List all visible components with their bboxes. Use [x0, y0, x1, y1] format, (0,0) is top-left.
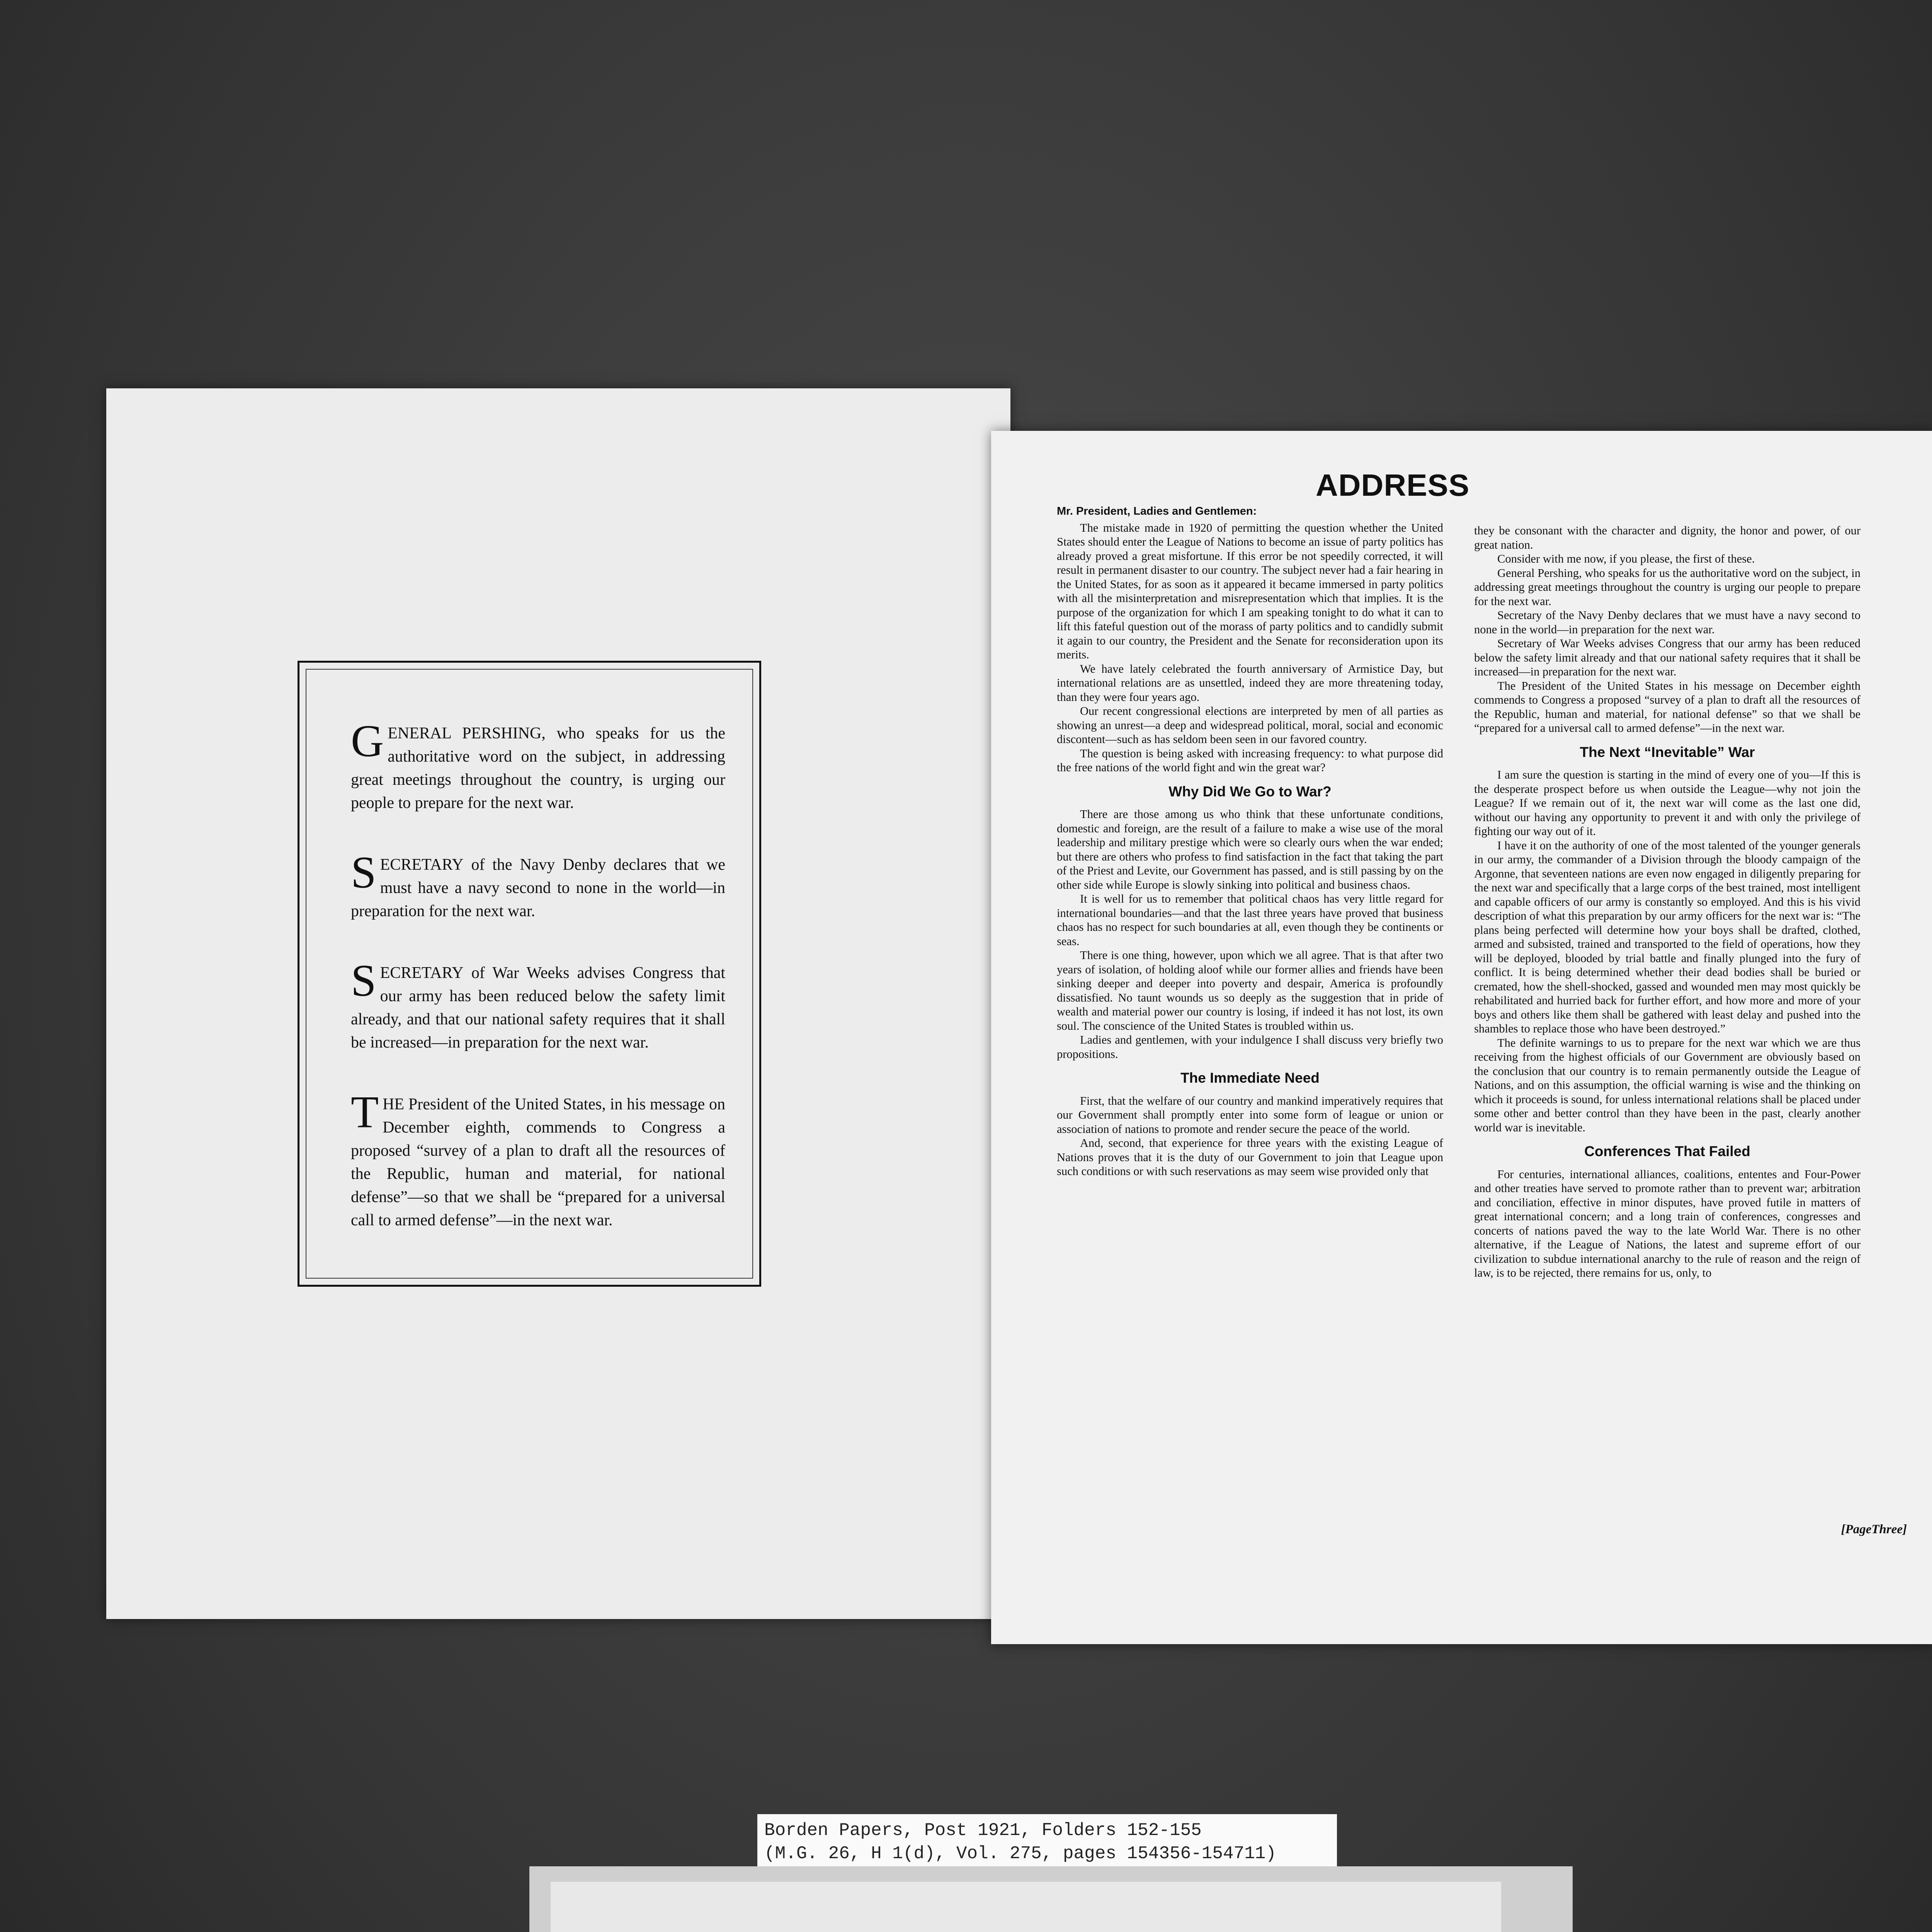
lead-in: ECRETARY	[380, 964, 464, 982]
page-number: [PageThree]	[1841, 1522, 1907, 1536]
paragraph: Secretary of War Weeks advises Congress that our army has been reduced below the safety limit already and that our national safety requires that it shall be increased—in preparation for the next war.	[1474, 637, 1861, 678]
section-heading: Why Did We Go to War?	[1168, 783, 1332, 799]
paragraph: There are those among us who think that these unfortunate conditions, domestic and foreign, are the result of a failure to make a wise use of the moral leadership and military prestige which were so clearly ours when the war ended; but there are others who profess to find satisfaction in the fact that taking the part of the Priest and Levite, our Government has passed, and is still passing by on the other side while Europe is slowly sinking into political and business chaos.	[1057, 808, 1443, 891]
lead-in: ENERAL PERSHING,	[388, 724, 546, 742]
text-column-right	[1474, 524, 1861, 1280]
paragraph: There is one thing, however, upon which we all agree. That is that after two years of isolation, of holding aloof while our former allies and friends have been sinking deeper and deeper into poverty and despair, America is profoundly dissatisfied. No taunt wounds us so deeply as the suggestion that in pride of wealth and material power our country is losing, if indeed it has not lost, its own soul. The conscience of the United States is troubled within us.	[1057, 949, 1443, 1032]
drop-cap: S	[351, 955, 376, 1006]
paragraph-text: of the Navy Denby declares that we must have a navy second to none in the world—in preparation for the next war.	[351, 856, 725, 920]
paragraph: Secretary of the Navy Denby declares that we must have a navy second to none in the world—in preparation for the next war.	[1474, 609, 1861, 636]
inset-paragraph-weeks	[351, 955, 725, 1054]
paragraph: It is well for us to remember that political chaos has very little regard for international boundaries—and that the last three years have proved that business chaos has no respect for such boundaries at all, even though they be continents or seas.	[1057, 892, 1443, 948]
paragraph: And, second, that experience for three years with the existing League of Nations proves that it is the duty of our Government to join that League upon such conditions or with such reservations as may seem wise provided only that	[1057, 1136, 1443, 1178]
reference-line: (M.G. 26, H 1(d), Vol. 275, pages 154356-154711)	[764, 1844, 1277, 1864]
paragraph: Our recent congressional elections are interpreted by men of all parties as showing an unrest—a deep and widespread political, moral, social and economic discontent—such as has seldom been seen in our favored country.	[1057, 704, 1443, 746]
inset-paragraph-denby	[351, 847, 725, 923]
paragraph-text: who speaks for us the authoritative word on the subject, in addressing great meetings throughout the country, is urging our people to prepare for the next war.	[351, 724, 726, 812]
paragraph: they be consonant with the character and dignity, the honor and power, of our great nation.	[1474, 524, 1861, 551]
lead-in: ECRETARY	[380, 856, 464, 874]
drop-cap: G	[351, 716, 384, 766]
inset-paragraph-president	[351, 1087, 725, 1232]
quote-box	[298, 661, 761, 1287]
stamp-plate-inner	[551, 1882, 1501, 1932]
paragraph: First, that the welfare of our country and mankind imperatively requires that our Government shall promptly enter into some form of league or union or association of nations to promote and render secure the peace of the world.	[1057, 1094, 1443, 1136]
lead-in: HE	[383, 1095, 405, 1113]
archive-reference-label	[757, 1814, 1337, 1868]
left-page	[106, 388, 1010, 1619]
paragraph: The President of the United States in his message on December eighth commends to Congress a proposed “survey of a plan to draft all the resources of the Republic, human and material, for national defense” so that we shall be “prepared for a universal call to armed defense”—in the next war.	[1474, 679, 1861, 735]
drop-cap: T	[351, 1087, 379, 1137]
section-heading: The Next “Inevitable” War	[1580, 744, 1755, 760]
paragraph: For centuries, international alliances, coalitions, ententes and Four-Power and other treaties have served to promote rather than to prevent war; arbitration and conciliation, effective in minor disputes, have proved futile in matters of great international concern; and a long train of conferences, congresses and concerts of nations paved the way to the late World War. There is no other alternative, if the League of Nations, the latest and supreme effort of our civilization to subdue international anarchy to the rule of reason and the reign of law, is to be rejected, there remains for us, only, to	[1474, 1167, 1861, 1279]
paragraph-text: President of the United States, in his message on December eighth, commends to Congress a proposed “survey of a plan to draft all the resources of the Republic, human and material, for national defense”—so that we shall be “prepared for a universal call to armed defense”—in the next war.	[351, 1095, 725, 1229]
right-page	[991, 431, 1932, 1644]
section-heading: The Immediate Need	[1180, 1070, 1320, 1086]
reference-line: Borden Papers, Post 1921, Folders 152-155	[764, 1820, 1202, 1840]
paragraph: General Pershing, who speaks for us the authoritative word on the subject, in addressing great meetings throughout the country is urging our people to prepare for the next war.	[1474, 566, 1861, 608]
text-column-left	[1057, 504, 1443, 1179]
section-heading: Conferences That Failed	[1584, 1143, 1750, 1159]
page-title: ADDRESS	[1316, 468, 1470, 502]
paragraph-text: of War Weeks advises Congress that our army has been reduced below the safety limit already, and that our national safety requires that it shall be increased—in preparation for the next war.	[351, 964, 725, 1051]
salutation: Mr. President, Ladies and Gentlemen:	[1057, 505, 1257, 517]
paragraph: The question is being asked with increasing frequency: to what purpose did the free nations of the world fight and win the great war?	[1057, 747, 1443, 774]
inset-paragraph-pershing	[351, 716, 726, 815]
show-through-text	[269, 439, 995, 593]
drop-cap: S	[351, 847, 376, 898]
paragraph: Ladies and gentlemen, with your indulgence I shall discuss very briefly two propositions.	[1057, 1033, 1443, 1061]
paragraph: We have lately celebrated the fourth anniversary of Armistice Day, but international relations are as unsettled, indeed they are more threatening today, than they were four years ago.	[1057, 662, 1443, 704]
paragraph: The definite warnings to us to prepare for the next war which we are thus receiving from the highest officials of our Government are obviously based on the conclusion that our country is to remain permanently outside the League of Nations, and on this assumption, the official warning is wise and the thinking on which it proceeds is sound, for unless international relations shall be placed under some other and better control than they have been in the past, clearly another world war is inevitable.	[1474, 1036, 1861, 1134]
paragraph: I am sure the question is starting in the mind of every one of you—If this is the desperate prospect before us when outside the League—why not join the League? If we remain out of it, the next war will come as the last one did, without our having any opportunity to prevent it and with only the privilege of fighting our way out of it.	[1474, 768, 1861, 838]
paragraph: I have it on the authority of one of the most talented of the younger generals in our army, the commander of a Division through the bloody campaign of the Argonne, that seventeen nations are even now engaged in diligently preparing for the next war and specifically that a large corps of the best trained, most intelligent and capable officers of our army is constantly so employed. And this is his vivid description of what this preparation by our army officers for the next war is: “The plans being perfected will determine how your boys shall be drafted, clothed, armed and subsisted, trained and transported to the field of operations, how they will be deployed, blooded by trial battle and finally plunged into the fury of conflict. It is being determined whether their dead bodies shall be buried or cremated, how the shell-shocked, gassed and wounded men may most quickly be rehabilitated and hurried back for further effort, and how more and more of your boys and others like them shall be gathered with least delay and pushed into the shambles to replace those who have been destroyed.”	[1474, 838, 1861, 1035]
paragraph: The mistake made in 1920 of permitting the question whether the United States should enter the League of Nations to become an issue of party politics has already proved a great misfortune. If this error be not speedily corrected, it will result in permanent disaster to our country. The subject never had a fair hearing in the United States, for as soon as it appeared it became immersed in party politics with all the misinterpretation and misrepresentation which that implies. It is the purpose of the organization for which I am speaking tonight to do what it can to lift this fateful question out of the morass of party politics and to candidly submit it again to our country, the President and the Senate for reconsideration upon its merits.	[1057, 521, 1443, 661]
paragraph: Consider with me now, if you please, the first of these.	[1497, 552, 1755, 565]
